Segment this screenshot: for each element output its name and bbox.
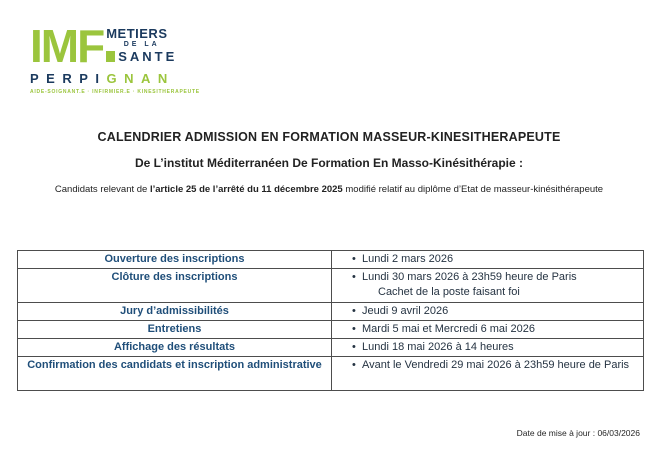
logo-line-de-la: DE LA xyxy=(123,41,160,48)
note-prefix: Candidats relevant de xyxy=(54,184,150,195)
table-row xyxy=(18,303,644,321)
row-value-line xyxy=(336,358,639,373)
table-row xyxy=(18,321,644,339)
row-label: Ouverture des inscriptions xyxy=(18,251,332,269)
logo-green-square xyxy=(106,51,115,62)
logo-line-sante: SANTE xyxy=(118,49,178,64)
row-value xyxy=(332,251,644,269)
bullet-icon: • xyxy=(352,359,356,371)
row-value xyxy=(332,357,644,391)
row-label: Confirmation des candidats et inscription administrative xyxy=(18,357,332,391)
row-value-text: Avant le Vendredi 29 mai 2026 à 23h59 heure de Paris xyxy=(362,359,630,371)
logo-line-metiers: METIERS xyxy=(106,26,168,41)
row-label: Clôture des inscriptions xyxy=(18,269,332,303)
row-value-line xyxy=(336,304,639,319)
table-row xyxy=(18,251,644,269)
row-value-text: Lundi 18 mai 2026 à 14 heures xyxy=(362,341,514,353)
bullet-icon: • xyxy=(352,341,356,353)
row-value xyxy=(332,339,644,357)
logo-city-green: GNAN xyxy=(106,71,175,86)
logo-line-sante-row xyxy=(106,50,177,63)
logo-acronym: IMF xyxy=(30,20,104,72)
row-value-line xyxy=(336,270,639,285)
page-subtitle: De L’institut Méditerranéen De Formation En Masso-Kinésithérapie : xyxy=(134,156,524,170)
imf-logo xyxy=(30,20,200,95)
row-label: Entretiens xyxy=(18,321,332,339)
row-value-line xyxy=(336,252,639,267)
row-value-text: Lundi 30 mars 2026 à 23h59 heure de Paris xyxy=(362,271,577,283)
logo-city-navy: PERPI xyxy=(30,71,107,86)
row-value-text: Lundi 2 mars 2026 xyxy=(362,253,454,265)
row-label: Jury d’admissibilités xyxy=(18,303,332,321)
row-value-extra: Cachet de la poste faisant foi xyxy=(378,286,520,298)
bullet-icon: • xyxy=(352,305,356,317)
note-bold: l’article 25 de l’arrêté du 11 décembre 2025 xyxy=(149,184,343,195)
logo-top-row xyxy=(30,20,200,72)
last-updated-date: Date de mise à jour : 06/03/2026 xyxy=(516,428,640,438)
row-value xyxy=(332,321,644,339)
row-label: Affichage des résultats xyxy=(18,339,332,357)
row-value-text: Mardi 5 mai et Mercredi 6 mai 2026 xyxy=(362,323,536,335)
row-value-text: Jeudi 9 avril 2026 xyxy=(362,305,449,317)
bullet-icon: • xyxy=(352,253,356,265)
table-row xyxy=(18,269,644,303)
candidates-note xyxy=(0,184,658,195)
row-value-line xyxy=(336,340,639,355)
note-suffix: modifié relatif au diplôme d’Etat de masseur-kinésithérapeute xyxy=(342,184,604,195)
table-row xyxy=(18,339,644,357)
row-value xyxy=(332,303,644,321)
calendar-table xyxy=(17,250,644,391)
logo-wordmark xyxy=(106,27,177,63)
page-title: CALENDRIER ADMISSION EN FORMATION MASSEUR-KINESITHERAPEUTE xyxy=(97,130,561,144)
logo-tagline: AIDE-SOIGNANT.E · INFIRMIER.E · KINESITHERAPEUTE xyxy=(30,89,200,95)
logo-city xyxy=(30,71,200,86)
bullet-icon: • xyxy=(352,271,356,283)
bullet-icon: • xyxy=(352,323,356,335)
row-value xyxy=(332,269,644,303)
row-value-line xyxy=(336,322,639,337)
table-row xyxy=(18,357,644,391)
